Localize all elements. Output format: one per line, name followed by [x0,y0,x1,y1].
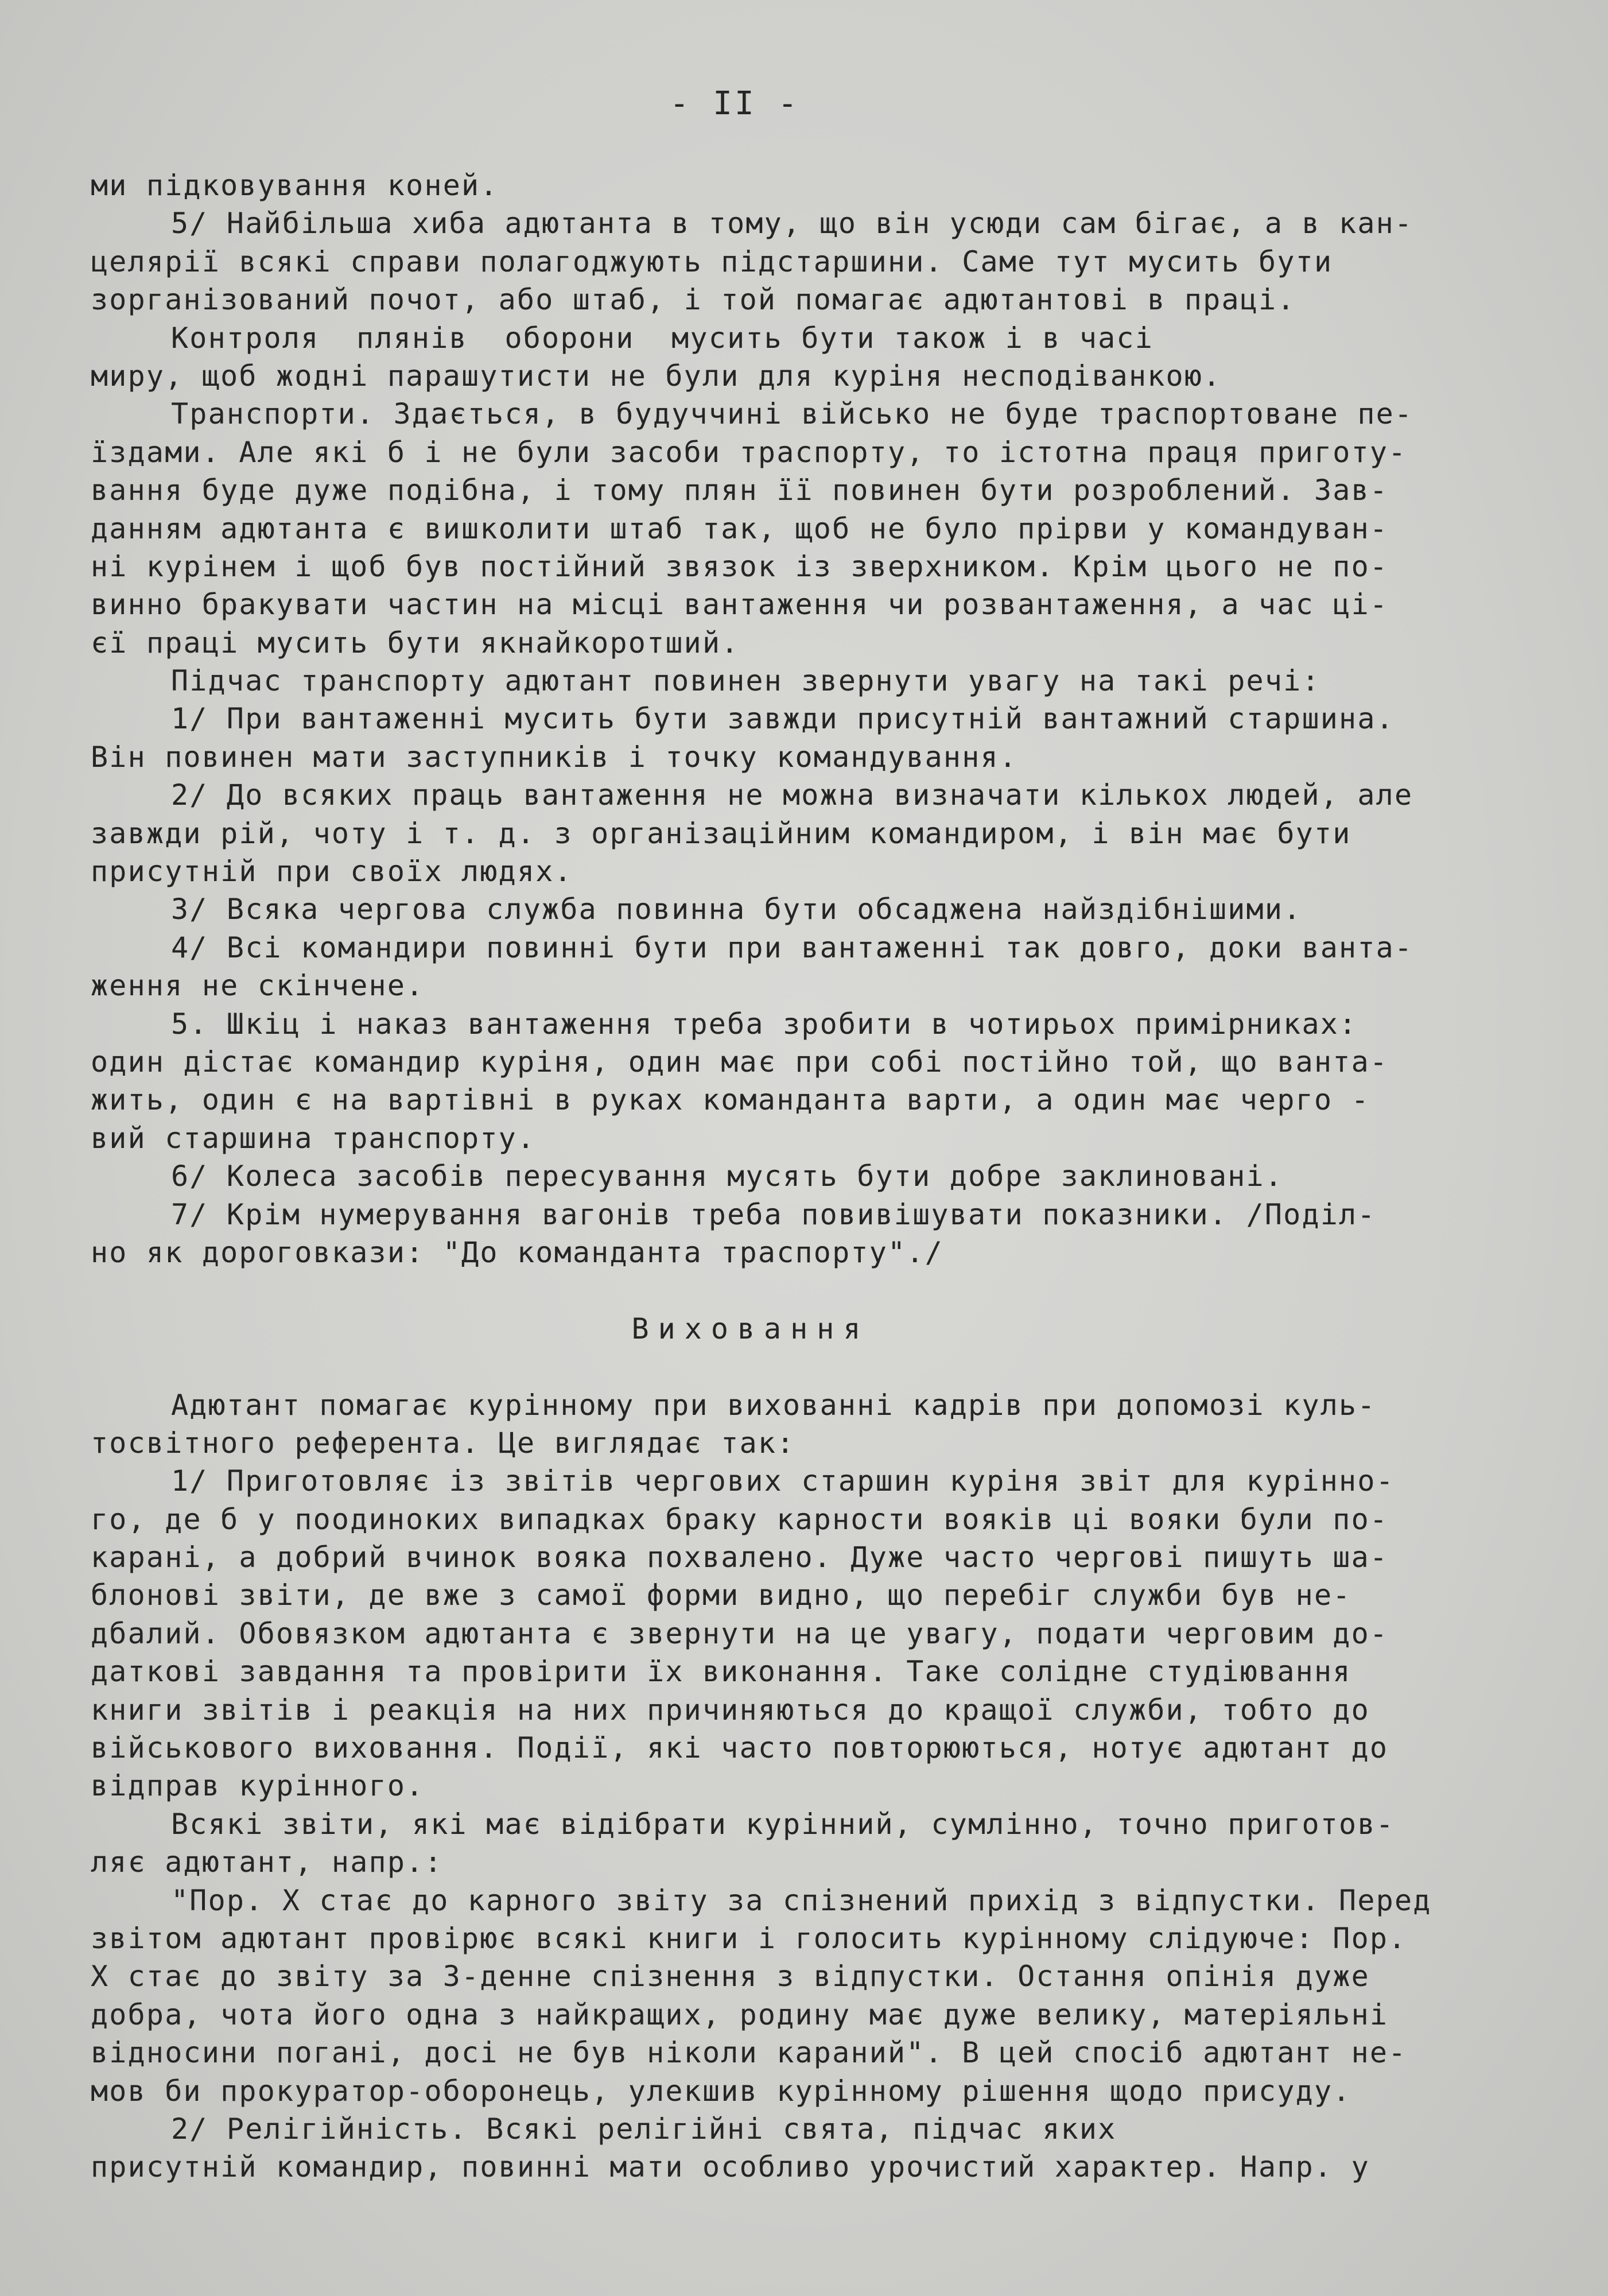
text-line: їздами. Але які б і не були засоби траспорту, то істотна праця приготу- [91,435,1407,469]
text-line [91,1271,1514,1309]
text-line: Контроля плянів оборони мусить бути також і в часі [171,321,1154,355]
text-line: книги звітів і реакція на них причиняються до кращої служби, тобто до [91,1693,1370,1727]
text-line: відправ курінного. [91,1769,425,1803]
text-line: го, де б у поодиноких випадках браку карности вояків ці вояки були по- [91,1502,1389,1536]
text-line: 1/ Приготовляє із звітів чергових старшин куріня звіт для курінно- [171,1464,1395,1498]
text-line: Всякі звіти, які має відібрати курінний, сумлінно, точно приготов- [171,1807,1395,1841]
text-line: ляє адютант, напр.: [91,1845,443,1879]
text-line: 5. Шкіц і наказ вантаження треба зробити в чотирьох примірниках: [171,1007,1358,1041]
text-line: звітом адютант провірює всякі книги і голосить курінному слідуюче: Пор. [91,1921,1407,1955]
text-line: 2/ Релігійність. Всякі релігійні свята, підчас яких [171,2112,1117,2146]
text-line: вання буде дуже подібна, і тому плян її повинен бути розроблений. Зав- [91,474,1389,507]
document-body [91,166,1514,2186]
text-line: 4/ Всі командири повинні бути при вантаженні так довго, доки ванта- [171,930,1413,964]
text-line: зорганізований почот, або штаб, і той помагає адютантові в праці. [91,283,1296,317]
text-line: целярії всякі справи полагоджують підстаршини. Саме тут мусить бути [91,245,1333,278]
text-line: Х стає до звіту за 3-денне спізнення з відпустки. Остання опінія дуже [91,1960,1370,1994]
text-line: Він повинен мати заступників і точку командування. [91,740,1018,774]
text-line: 6/ Колеса засобів пересування мусять бути добре заклиновані. [171,1159,1284,1193]
text-line: дбалий. Обовязком адютанта є звернути на це увагу, подати черговим до- [91,1616,1389,1650]
text-line: винно бракувати частин на місці вантаження чи розвантаження, а час ці- [91,588,1389,622]
text-line: "Пор. Х стає до карного звіту за спізнений прихід з відпустки. Перед [171,1883,1432,1917]
text-line: ні курінем і щоб був постійний звязок із зверхником. Крім цього не по- [91,549,1389,583]
text-line: присутній при своїх людях. [91,855,573,889]
text-line: ження не скінчене. [91,969,425,1003]
text-line: військового виховання. Події, які часто повторюються, нотує адютант до [91,1731,1389,1765]
text-line: відносини погані, досі не був ніколи караний". В цей спосіб адютант не- [91,2036,1407,2070]
text-line: ми підковування коней. [91,169,499,202]
text-line: Транспорти. Здається, в будуччині військо не буде траспортоване пе- [171,397,1413,431]
section-heading: Виховання [631,1312,870,1345]
text-line: Підчас транспорту адютант повинен звернути увагу на такі речі: [171,664,1320,698]
text-line: данням адютанта є вишколити штаб так, щоб не було прірви у командуван- [91,511,1389,545]
text-line: присутній командир, повинні мати особливо урочистий характер. Напр. у [91,2150,1370,2184]
text-line: но як дороговкази: "До команданта траспорту"./ [91,1235,943,1269]
text-line: 7/ Крім нумерування вагонів треба повивішувати показники. /Поділ- [171,1197,1376,1231]
text-line: Адютант помагає курінному при вихованні кадрів при допомозі куль- [171,1388,1376,1422]
text-line: миру, щоб жодні парашутисти не були для куріня несподіванкою. [91,359,1222,393]
text-line: єї праці мусить бути якнайкоротший. [91,626,740,660]
text-line: 2/ До всяких праць вантаження не можна визначати кількох людей, але [171,778,1413,812]
text-line: один дістає командир куріня, один має при собі постійно той, що ванта- [91,1045,1389,1079]
text-line: добра, чота його одна з найкращих, родину має дуже велику, матеріяльні [91,1998,1389,2031]
text-line: 1/ При вантаженні мусить бути завжди присутній вантажний старшина. [171,702,1395,736]
text-line: мов би прокуратор-оборонець, улекшив курінному рішення щодо присуду. [91,2074,1351,2108]
text-line: завжди рій, чоту і т. д. з організаційним командиром, і він має бути [91,816,1351,850]
text-line: 3/ Всяка чергова служба повинна бути обсаджена найздібнішими. [171,893,1302,926]
text-line: блонові звіти, де вже з самої форми видно, що перебіг служби був не- [91,1578,1351,1612]
text-line: вий старшина транспорту. [91,1121,536,1155]
text-line: 5/ Найбільша хиба адютанта в тому, що він усюди сам бігає, а в кан- [171,207,1413,241]
page-number: - II - [669,85,800,122]
text-line: тосвітного референта. Це виглядає так: [91,1426,795,1460]
text-line: карані, а добрий вчинок вояка похвалено. Дуже часто чергові пишуть ша- [91,1541,1389,1574]
text-line [91,1348,1514,1386]
text-line: жить, один є на вартівні в руках команданта варти, а один має черго - [91,1083,1370,1117]
text-line: даткові завдання та провірити їх виконання. Таке солідне студіювання [91,1655,1351,1689]
